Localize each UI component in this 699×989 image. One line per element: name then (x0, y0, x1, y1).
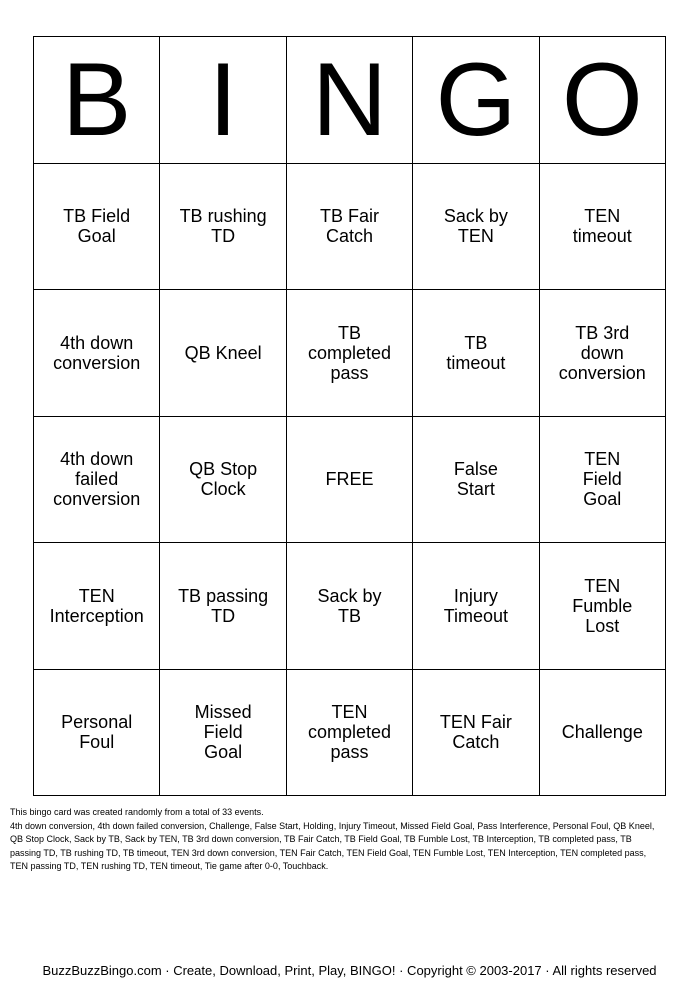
header-cell-i (160, 37, 286, 164)
card-intro-text: This bingo card was created randomly from a total of 33 events. (10, 807, 264, 817)
bingo-cell (160, 290, 286, 417)
bingo-cell (413, 417, 539, 544)
cell-label: QB Stop Clock (189, 459, 258, 500)
header-letter: B (62, 41, 132, 158)
cell-label: TB passing TD (178, 585, 269, 626)
bingo-cell (540, 670, 666, 797)
header-cell-b (34, 37, 160, 164)
bingo-cell (413, 543, 539, 670)
bingo-cell (287, 164, 413, 291)
event-list-line: QB Stop Clock, Sack by TB, Sack by TEN, TB 3rd down conversion, TB Fair Catch, TB Field Goal, TB Fumble Lost, TB Interception, TB completed pass, TB (10, 834, 632, 844)
cell-label: TEN Fumble Lost (572, 575, 633, 636)
header-letter: G (435, 41, 517, 158)
cell-label: Injury Timeout (443, 585, 509, 626)
cell-label: TEN timeout (572, 206, 632, 247)
event-list-line: passing TD, TB rushing TD, TB timeout, TEN 3rd down conversion, TEN Fair Catch, TEN Field Goal, TEN Fumble Lost, TEN Interception, TEN completed pass, (10, 847, 647, 858)
cell-label: False Start (453, 459, 498, 500)
cell-label: 4th down failed conversion (53, 449, 141, 510)
event-list-notes (10, 806, 690, 874)
cell-label: TB Fair Catch (319, 206, 379, 247)
bingo-cell (160, 670, 286, 797)
cell-label: TB 3rd down conversion (558, 322, 646, 383)
header-letter: I (208, 41, 238, 158)
header-cell-o (540, 37, 666, 164)
header-letter: N (311, 41, 388, 158)
bingo-cell (287, 670, 413, 797)
bingo-cell (34, 290, 160, 417)
cell-label: TEN Field Goal (582, 449, 622, 510)
bingo-cell (34, 670, 160, 797)
bingo-cell (413, 164, 539, 291)
cell-label: Personal Foul (61, 712, 133, 753)
bingo-cell (34, 417, 160, 544)
bingo-cell (160, 543, 286, 670)
cell-label: QB Kneel (184, 342, 262, 363)
cell-label: TB timeout (446, 332, 506, 373)
free-space-cell (287, 417, 413, 544)
header-cell-g (413, 37, 539, 164)
cell-label: TB rushing TD (179, 206, 267, 247)
bingo-cell (540, 417, 666, 544)
cell-label: Challenge (561, 722, 643, 743)
bingo-cell (287, 543, 413, 670)
cell-label: TEN Fair Catch (439, 712, 512, 753)
cell-label: TEN completed pass (307, 702, 392, 763)
bingo-cell (160, 417, 286, 544)
bingo-cell (287, 290, 413, 417)
bingo-cell (413, 290, 539, 417)
bingo-cell (34, 164, 160, 291)
bingo-card (33, 36, 666, 796)
cell-label: TEN Interception (49, 585, 144, 626)
cell-label: Sack by TB (317, 585, 382, 626)
cell-label: TB Field Goal (63, 206, 131, 247)
header-cell-n (287, 37, 413, 164)
bingo-cell (540, 290, 666, 417)
event-list-line: 4th down conversion, 4th down failed conversion, Challenge, False Start, Holding, Injury Timeout, Missed Field Goal, Pass Interference, Personal Foul, QB Kneel, (10, 820, 655, 831)
cell-label: FREE (325, 469, 374, 490)
bingo-cell (540, 164, 666, 291)
header-letter: O (561, 41, 643, 158)
cell-label: TB completed pass (307, 322, 392, 383)
event-list-line: TEN passing TD, TEN rushing TD, TEN timeout, Tie game after 0-0, Touchback. (10, 861, 329, 871)
cell-label: Missed Field Goal (194, 702, 252, 763)
bingo-cell (160, 164, 286, 291)
cell-label: 4th down conversion (53, 332, 141, 373)
copyright-footer: BuzzBuzzBingo.com · Create, Download, Print, Play, BINGO! · Copyright © 2003-2017 · All rights reserved (42, 963, 657, 978)
bingo-cell (413, 670, 539, 797)
cell-label: Sack by TEN (443, 206, 508, 247)
bingo-cell (34, 543, 160, 670)
bingo-cell (540, 543, 666, 670)
